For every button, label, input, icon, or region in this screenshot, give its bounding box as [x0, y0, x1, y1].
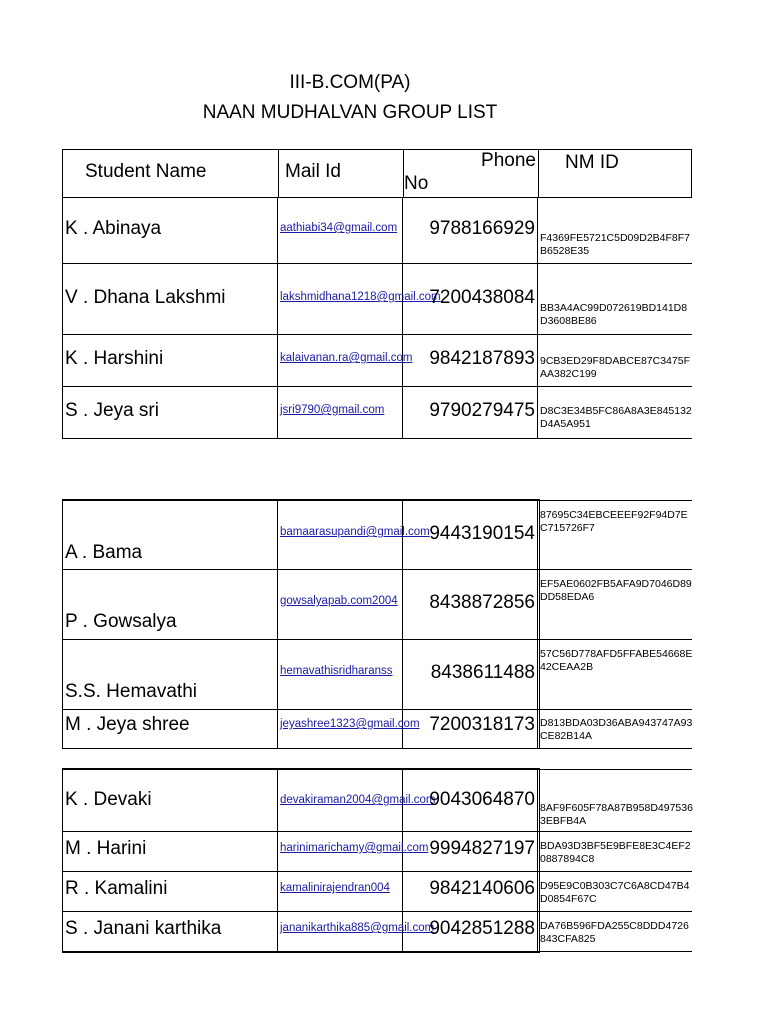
nm-id: D8C3E34B5FC86A8A3E845132D4A5A951 — [540, 405, 692, 430]
table-header — [62, 149, 692, 198]
header-mail-id — [278, 149, 404, 198]
mail-id-cell — [278, 912, 435, 951]
student-name: M . Harini — [65, 838, 147, 859]
student-name: M . Jeya shree — [65, 714, 190, 735]
mail-id-cell — [278, 198, 403, 263]
table-row — [62, 335, 692, 387]
phone-number: 9994827197 — [429, 838, 535, 859]
phone-number: 9788166929 — [429, 218, 535, 239]
student-name-cell — [62, 872, 278, 911]
email-link[interactable]: lakshmidhana1218@gmail.com — [280, 291, 441, 303]
header-phone-label-top: Phone — [481, 150, 536, 171]
email-link[interactable]: jeyashree1323@gmail.com — [280, 718, 420, 730]
nm-id: F4369FE5721C5D09D2B4F8F7B6528E35 — [540, 232, 691, 257]
email-link[interactable]: kamalinirajendran004 — [280, 882, 390, 894]
phone-number: 7200438084 — [429, 287, 535, 308]
student-name-cell — [62, 710, 278, 748]
nm-id: DA76B596FDA255C8DDD4726843CFA825 — [540, 920, 689, 945]
table-row — [62, 832, 692, 872]
nm-id: 57C56D778AFD5FFABE54668E42CEAA2B — [540, 648, 693, 673]
header-student-name — [62, 149, 279, 198]
nm-id-cell — [538, 912, 692, 951]
phone-number: 9043064870 — [429, 789, 535, 810]
phone-number: 9790279475 — [429, 400, 535, 421]
mail-id-cell — [278, 501, 430, 569]
nm-id: EF5AE0602FB5AFA9D7046D89DD58EDA6 — [540, 578, 692, 603]
table-row — [62, 570, 692, 640]
header-mail-id-label: Mail Id — [285, 161, 341, 182]
header-phone-label-bottom: No — [404, 173, 429, 194]
student-name: V . Dhana Lakshmi — [65, 287, 226, 308]
student-name-cell — [62, 501, 278, 569]
table-row — [62, 710, 692, 749]
table-row — [62, 198, 692, 264]
document-subtitle: NAAN MUDHALVAN GROUP LIST — [202, 102, 498, 123]
mail-id-cell — [278, 770, 436, 831]
mail-id-cell — [278, 640, 403, 709]
email-link[interactable]: hemavathisridharanss — [280, 665, 393, 677]
student-name-cell — [62, 387, 278, 438]
phone-number: 9042851288 — [429, 918, 535, 939]
nm-id-cell — [538, 640, 692, 709]
email-link[interactable]: kalaivanan.ra@gmail.com — [280, 352, 413, 364]
nm-id: D813BDA03D36ABA943747A93CE82B14A — [540, 717, 693, 742]
phone-cell — [403, 912, 538, 951]
phone-cell — [403, 198, 538, 263]
phone-cell — [403, 710, 538, 748]
student-name-cell — [62, 264, 278, 334]
email-link[interactable]: gowsalyapab.com2004 — [280, 595, 398, 607]
nm-id-cell — [538, 770, 692, 831]
mail-id-cell — [278, 872, 403, 911]
nm-id-cell — [538, 198, 692, 263]
nm-id: BB3A4AC99D072619BD141D8D3608BE86 — [540, 302, 688, 327]
phone-number: 7200318173 — [429, 714, 535, 735]
email-link[interactable]: aathiabi34@gmail.com — [280, 222, 398, 234]
header-phone — [403, 149, 539, 198]
nm-id-cell — [538, 710, 692, 748]
phone-number: 8438611488 — [430, 662, 535, 683]
student-name-cell — [62, 335, 278, 386]
email-link[interactable]: harinimarichamy@gmail.com — [280, 842, 429, 854]
phone-cell — [403, 335, 538, 386]
student-name-cell — [62, 832, 278, 871]
email-link[interactable]: jsri9790@gmail.com — [280, 404, 385, 416]
student-name-cell — [62, 570, 278, 639]
nm-id: 87695C34EBCEEEF92F94D7EC715726F7 — [540, 509, 688, 534]
phone-cell — [403, 264, 538, 334]
mail-id-cell — [278, 335, 413, 386]
phone-number: 9842187893 — [429, 348, 535, 369]
student-name-cell — [62, 640, 278, 709]
table-row — [62, 500, 692, 570]
phone-number: 9443190154 — [429, 523, 535, 544]
student-name-cell — [62, 912, 278, 951]
nm-id-cell — [538, 872, 692, 911]
table-row — [62, 769, 692, 832]
phone-number: 9842140606 — [429, 878, 535, 899]
student-name: K . Devaki — [65, 789, 152, 810]
header-student-name-label: Student Name — [85, 161, 207, 182]
nm-id: BDA93D3BF5E9BFE8E3C4EF20887894C8 — [540, 840, 691, 865]
phone-cell — [403, 570, 538, 639]
phone-number: 8438872856 — [429, 592, 535, 613]
phone-cell — [403, 501, 538, 569]
mail-id-cell — [278, 264, 441, 334]
phone-cell — [403, 770, 538, 831]
email-link[interactable]: jananikarthika885@gmail.com — [280, 922, 435, 934]
table-row — [62, 264, 692, 335]
mail-id-cell — [278, 710, 420, 748]
student-name: K . Harshini — [65, 348, 164, 369]
table-row — [62, 640, 692, 710]
nm-id-cell — [538, 832, 692, 871]
mail-id-cell — [278, 832, 429, 871]
student-name: S . Janani karthika — [65, 918, 222, 939]
student-name: S . Jeya sri — [65, 400, 159, 421]
phone-cell — [403, 832, 538, 871]
table-row — [62, 872, 692, 912]
nm-id-cell — [538, 387, 692, 438]
student-name: P . Gowsalya — [65, 611, 177, 632]
document-title: III-B.COM(PA) — [289, 72, 411, 93]
mail-id-cell — [278, 570, 403, 639]
nm-id-cell — [538, 335, 692, 386]
nm-id: 9CB3ED29F8DABCE87C3475FAA382C199 — [540, 355, 690, 380]
email-link[interactable]: bamaarasupandi@gmail.com — [280, 526, 430, 538]
phone-cell — [403, 872, 538, 911]
student-name-cell — [62, 198, 278, 263]
student-name: K . Abinaya — [65, 218, 162, 239]
nm-id: 8AF9F605F78A87B958D4975363EBFB4A — [540, 802, 693, 827]
table-row — [62, 387, 692, 439]
nm-id-cell — [538, 264, 692, 334]
nm-id-cell — [538, 501, 692, 569]
student-name-cell — [62, 770, 278, 831]
header-nm-id — [538, 149, 692, 198]
student-name: A . Bama — [65, 542, 143, 563]
phone-cell — [403, 387, 538, 438]
nm-id-cell — [538, 570, 692, 639]
student-name: R . Kamalini — [65, 878, 168, 899]
email-link[interactable]: devakiraman2004@gmail.com — [280, 794, 436, 806]
header-nm-id-label: NM ID — [565, 152, 619, 173]
student-name: S.S. Hemavathi — [65, 681, 197, 702]
phone-cell — [403, 640, 538, 709]
table-row — [62, 912, 692, 952]
mail-id-cell — [278, 387, 403, 438]
nm-id: D95E9C0B303C7C6A8CD47B4D0854F67C — [540, 880, 690, 905]
